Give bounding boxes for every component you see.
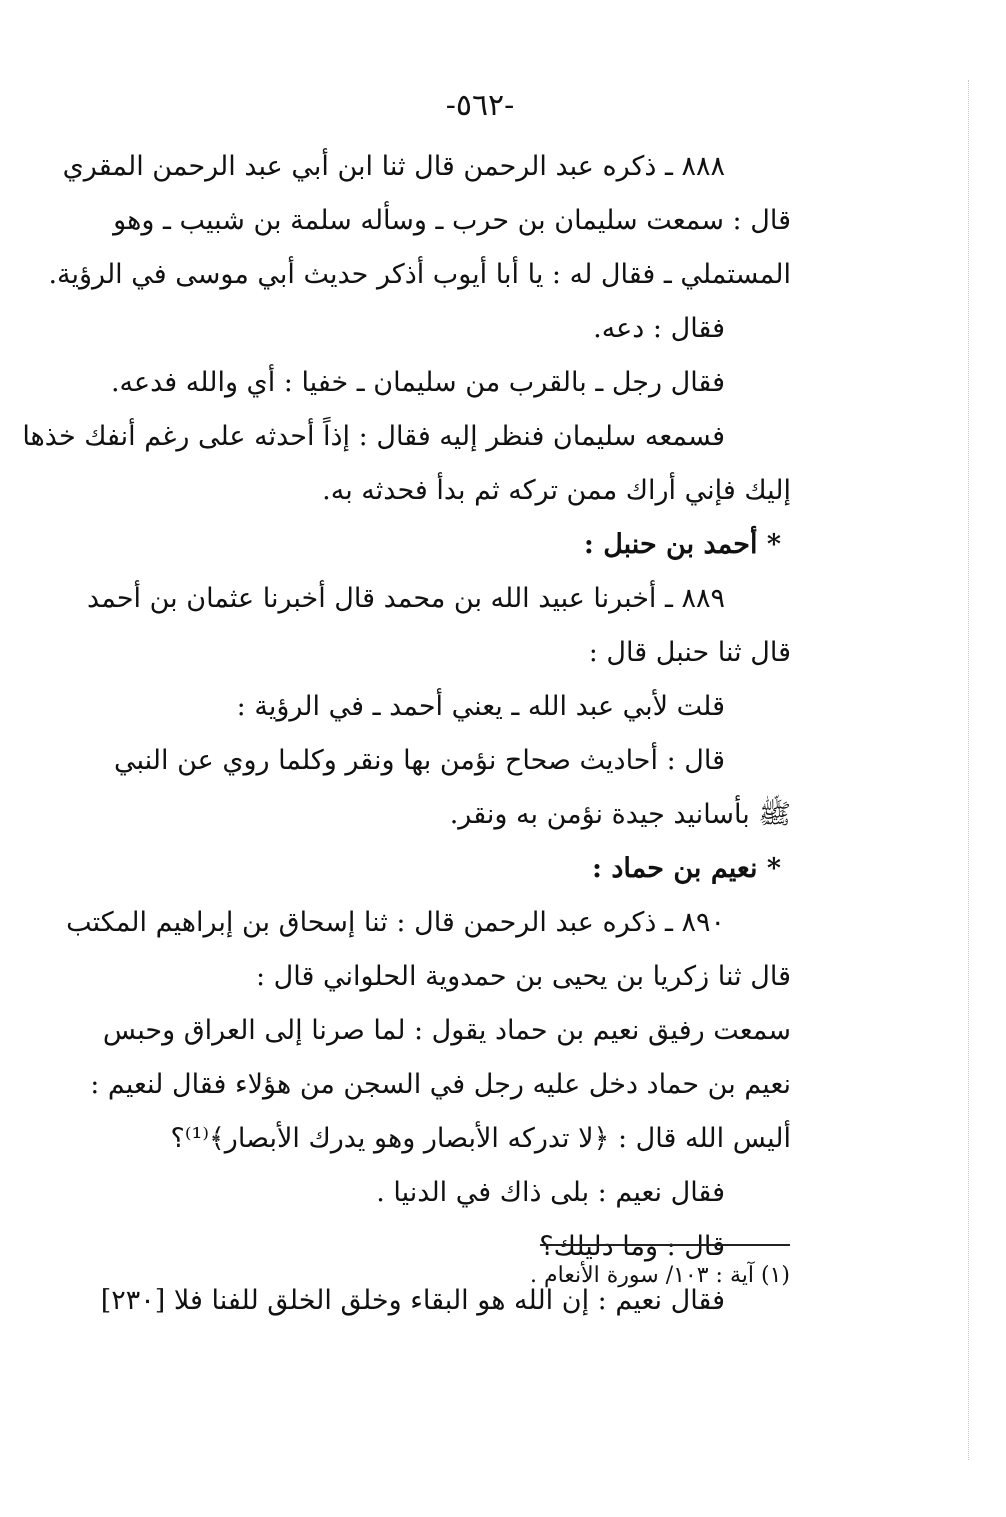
- text-line: فسمعه سليمان فنظر إليه فقال : إذاً أحدثه على رغم أنفك خذها: [22, 421, 725, 452]
- section-heading: * أحمد بن حنبل :: [583, 529, 781, 560]
- text-line: فقال : دعه.: [593, 313, 725, 344]
- page-number: -٥٦٢-: [445, 88, 515, 123]
- text-line: فقال رجل ـ بالقرب من سليمان ـ خفيا : أي والله فدعه.: [110, 367, 725, 398]
- text-line: سمعت رفيق نعيم بن حماد يقول : لما صرنا إلى العراق وحبس: [102, 1015, 791, 1046]
- text-line: المستملي ـ فقال له : يا أبا أيوب أذكر حديث أبي موسى في الرؤية.: [48, 259, 791, 290]
- text-line: قال ثنا حنبل قال :: [588, 637, 791, 668]
- footnote-divider: [540, 1244, 790, 1246]
- body-text: [22, 140, 791, 1328]
- text-line: فقال نعيم : إن الله هو البقاء وخلق الخلق للفنا فلا [٢٣٠]: [100, 1285, 725, 1316]
- text-line: ﷺ بأسانيد جيدة نؤمن به ونقر.: [449, 799, 791, 830]
- text-line: قلت لأبي عبد الله ـ يعني أحمد ـ في الرؤية :: [236, 691, 725, 722]
- section-heading: * نعيم بن حماد :: [592, 853, 781, 884]
- text-line: نعيم بن حماد دخل عليه رجل في السجن من هؤلاء فقال لنعيم :: [90, 1069, 791, 1100]
- text-line: فقال نعيم : بلى ذاك في الدنيا .: [376, 1177, 725, 1208]
- text-line: قال : أحاديث صحاح نؤمن بها ونقر وكلما روي عن النبي: [114, 745, 725, 776]
- text-line: قال : وما دليلك؟: [539, 1231, 725, 1262]
- text-line: قال ثنا زكريا بن يحيى بن حمدوية الحلواني قال :: [255, 961, 791, 992]
- text-line: ٨٩٠ ـ ذكره عبد الرحمن قال : ثنا إسحاق بن إبراهيم المكتب: [66, 907, 725, 938]
- text-line: أليس الله قال : ﴿لا تدركه الأبصار وهو يدرك الأبصار﴾⁽¹⁾؟: [170, 1123, 791, 1154]
- footnote: (١) آية : ١٠٣/ سورة الأنعام .: [530, 1263, 790, 1288]
- scan-edge-line: [968, 80, 969, 1460]
- text-line: إليك فإني أراك ممن تركه ثم بدأ فحدثه به.: [322, 475, 791, 506]
- text-line: قال : سمعت سليمان بن حرب ـ وسأله سلمة بن شبيب ـ وهو: [113, 205, 791, 236]
- text-line: ٨٨٨ ـ ذكره عبد الرحمن قال ثنا ابن أبي عبد الرحمن المقري: [62, 151, 725, 182]
- text-line: ٨٨٩ ـ أخبرنا عبيد الله بن محمد قال أخبرنا عثمان بن أحمد: [87, 583, 725, 614]
